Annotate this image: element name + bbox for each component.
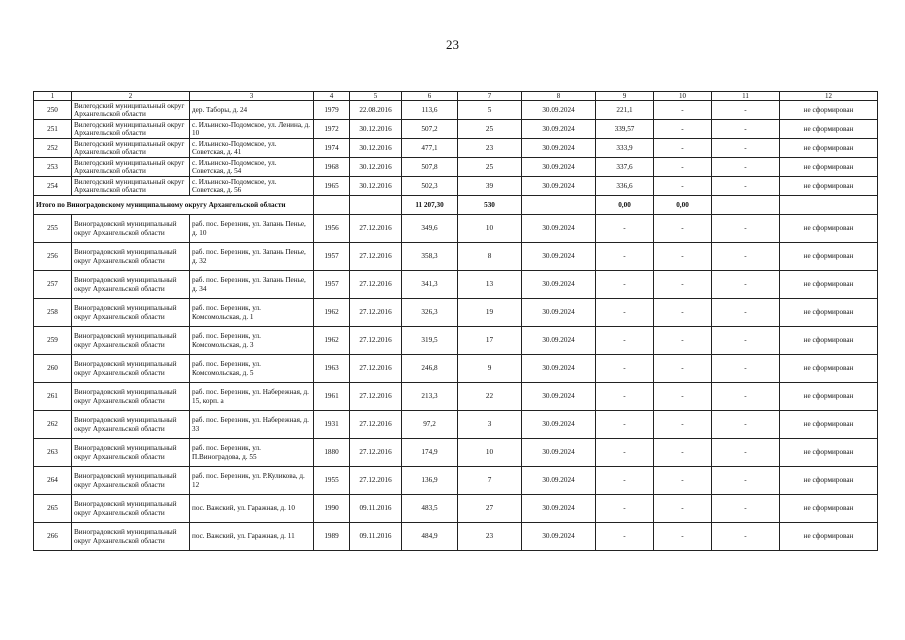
people-cell: 9 [458, 355, 522, 383]
date-cell: 30.12.2016 [350, 120, 402, 139]
address-cell: раб. пос. Березник, ул. Набережная, д. 15, корп. а [190, 383, 314, 411]
col10-cell: - [654, 355, 712, 383]
area-cell: 213,3 [402, 383, 458, 411]
municipality-cell: Виноградовский муниципальный округ Архангельской области [72, 495, 190, 523]
area-cell: 349,6 [402, 215, 458, 243]
col10-cell: - [654, 327, 712, 355]
col9-cell: - [596, 355, 654, 383]
year-cell: 1968 [314, 158, 350, 177]
people-cell: 8 [458, 243, 522, 271]
col9-cell: - [596, 383, 654, 411]
area-cell: 502,3 [402, 177, 458, 196]
col11-cell: - [712, 299, 780, 327]
area-cell: 341,3 [402, 271, 458, 299]
col10-cell: - [654, 243, 712, 271]
date-cell: 27.12.2016 [350, 243, 402, 271]
address-cell: раб. пос. Березник, ул. Запань Пенье, д. 10 [190, 215, 314, 243]
col9-cell: - [596, 327, 654, 355]
empty-cell [314, 196, 350, 215]
deadline-cell: 30.09.2024 [522, 271, 596, 299]
address-cell: дер. Таборы, д. 24 [190, 101, 314, 120]
row-number: 265 [34, 495, 72, 523]
row-number: 266 [34, 523, 72, 551]
col11-cell: - [712, 327, 780, 355]
date-cell: 27.12.2016 [350, 355, 402, 383]
header-cell: 4 [314, 92, 350, 101]
people-cell: 27 [458, 495, 522, 523]
people-cell: 23 [458, 139, 522, 158]
row-number: 262 [34, 411, 72, 439]
area-cell: 507,2 [402, 120, 458, 139]
header-cell: 7 [458, 92, 522, 101]
col11-cell: - [712, 411, 780, 439]
people-cell: 10 [458, 215, 522, 243]
date-cell: 27.12.2016 [350, 411, 402, 439]
deadline-cell: 30.09.2024 [522, 299, 596, 327]
area-cell: 246,8 [402, 355, 458, 383]
municipality-cell: Виноградовский муниципальный округ Архангельской области [72, 271, 190, 299]
col11-cell: - [712, 101, 780, 120]
municipality-cell: Виноградовский муниципальный округ Архангельской области [72, 383, 190, 411]
empty-cell [350, 196, 402, 215]
col10-cell: - [654, 411, 712, 439]
status-cell: не сформирован [780, 215, 878, 243]
col9-cell: - [596, 495, 654, 523]
municipality-cell: Виноградовский муниципальный округ Архангельской области [72, 327, 190, 355]
table-row [34, 411, 878, 439]
col10-cell: - [654, 158, 712, 177]
table-row [34, 355, 878, 383]
col10-cell: - [654, 215, 712, 243]
row-number: 254 [34, 177, 72, 196]
status-cell: не сформирован [780, 271, 878, 299]
table-row [34, 101, 878, 120]
people-cell: 25 [458, 120, 522, 139]
row-number: 251 [34, 120, 72, 139]
municipality-cell: Вилегодский муниципальный округ Архангельской области [72, 120, 190, 139]
area-cell: 484,9 [402, 523, 458, 551]
total-label: Итого по Виноградовскому муниципальному округу Архангельской области [34, 196, 314, 215]
date-cell: 09.11.2016 [350, 523, 402, 551]
year-cell: 1931 [314, 411, 350, 439]
date-cell: 27.12.2016 [350, 383, 402, 411]
table-row [34, 271, 878, 299]
col9-cell: - [596, 271, 654, 299]
empty-cell [780, 196, 878, 215]
table-row [34, 120, 878, 139]
col10-cell: - [654, 495, 712, 523]
status-cell: не сформирован [780, 383, 878, 411]
empty-cell [522, 196, 596, 215]
total-col10: 0,00 [654, 196, 712, 215]
deadline-cell: 30.09.2024 [522, 467, 596, 495]
address-cell: с. Ильинско-Подомское, ул. Советская, д. 56 [190, 177, 314, 196]
header-cell: 1 [34, 92, 72, 101]
col11-cell: - [712, 120, 780, 139]
people-cell: 3 [458, 411, 522, 439]
empty-cell [712, 196, 780, 215]
row-number: 253 [34, 158, 72, 177]
address-cell: раб. пос. Березник, ул. Р.Куликова, д. 12 [190, 467, 314, 495]
col10-cell: - [654, 101, 712, 120]
header-cell: 3 [190, 92, 314, 101]
year-cell: 1955 [314, 467, 350, 495]
area-cell: 174,9 [402, 439, 458, 467]
col10-cell: - [654, 383, 712, 411]
area-cell: 136,9 [402, 467, 458, 495]
municipality-cell: Виноградовский муниципальный округ Архангельской области [72, 467, 190, 495]
col9-cell: 337,6 [596, 158, 654, 177]
status-cell: не сформирован [780, 523, 878, 551]
status-cell: не сформирован [780, 327, 878, 355]
col11-cell: - [712, 467, 780, 495]
row-number: 258 [34, 299, 72, 327]
area-cell: 358,3 [402, 243, 458, 271]
col9-cell: - [596, 439, 654, 467]
col9-cell: - [596, 467, 654, 495]
people-cell: 25 [458, 158, 522, 177]
col9-cell: 221,1 [596, 101, 654, 120]
col10-cell: - [654, 139, 712, 158]
area-cell: 326,3 [402, 299, 458, 327]
people-cell: 23 [458, 523, 522, 551]
col11-cell: - [712, 439, 780, 467]
table-row [34, 327, 878, 355]
col10-cell: - [654, 523, 712, 551]
year-cell: 1972 [314, 120, 350, 139]
date-cell: 30.12.2016 [350, 177, 402, 196]
header-cell: 6 [402, 92, 458, 101]
col9-cell: 336,6 [596, 177, 654, 196]
status-cell: не сформирован [780, 243, 878, 271]
page-number: 23 [446, 37, 459, 52]
address-cell: раб. пос. Березник, ул. Запань Пенье, д. 34 [190, 271, 314, 299]
table-row [34, 523, 878, 551]
address-cell: пос. Важский, ул. Гаражная, д. 11 [190, 523, 314, 551]
address-cell: с. Ильинско-Подомское, ул. Советская, д. 54 [190, 158, 314, 177]
row-number: 264 [34, 467, 72, 495]
header-cell: 5 [350, 92, 402, 101]
row-number: 263 [34, 439, 72, 467]
col9-cell: - [596, 411, 654, 439]
municipality-cell: Вилегодский муниципальный округ Архангельской области [72, 177, 190, 196]
deadline-cell: 30.09.2024 [522, 120, 596, 139]
area-cell: 97,2 [402, 411, 458, 439]
deadline-cell: 30.09.2024 [522, 101, 596, 120]
deadline-cell: 30.09.2024 [522, 355, 596, 383]
people-cell: 13 [458, 271, 522, 299]
year-cell: 1962 [314, 327, 350, 355]
date-cell: 27.12.2016 [350, 299, 402, 327]
col11-cell: - [712, 243, 780, 271]
header-cell: 10 [654, 92, 712, 101]
municipality-cell: Виноградовский муниципальный округ Архангельской области [72, 243, 190, 271]
date-cell: 27.12.2016 [350, 271, 402, 299]
address-cell: раб. пос. Березник, ул. Комсомольская, д. 1 [190, 299, 314, 327]
col10-cell: - [654, 120, 712, 139]
table-row [34, 299, 878, 327]
area-cell: 319,5 [402, 327, 458, 355]
col11-cell: - [712, 383, 780, 411]
status-cell: не сформирован [780, 411, 878, 439]
status-cell: не сформирован [780, 495, 878, 523]
col11-cell: - [712, 158, 780, 177]
area-cell: 507,8 [402, 158, 458, 177]
people-cell: 17 [458, 327, 522, 355]
year-cell: 1956 [314, 215, 350, 243]
col10-cell: - [654, 177, 712, 196]
year-cell: 1990 [314, 495, 350, 523]
people-cell: 22 [458, 383, 522, 411]
municipality-cell: Виноградовский муниципальный округ Архангельской области [72, 299, 190, 327]
total-row [34, 196, 878, 215]
col9-cell: - [596, 243, 654, 271]
col10-cell: - [654, 271, 712, 299]
status-cell: не сформирован [780, 101, 878, 120]
table-row [34, 243, 878, 271]
deadline-cell: 30.09.2024 [522, 495, 596, 523]
people-cell: 7 [458, 467, 522, 495]
area-cell: 113,6 [402, 101, 458, 120]
year-cell: 1989 [314, 523, 350, 551]
deadline-cell: 30.09.2024 [522, 243, 596, 271]
year-cell: 1880 [314, 439, 350, 467]
col10-cell: - [654, 299, 712, 327]
date-cell: 30.12.2016 [350, 158, 402, 177]
col9-cell: 333,9 [596, 139, 654, 158]
header-cell: 11 [712, 92, 780, 101]
total-people: 530 [458, 196, 522, 215]
municipality-cell: Виноградовский муниципальный округ Архангельской области [72, 215, 190, 243]
date-cell: 22.08.2016 [350, 101, 402, 120]
table-row [34, 177, 878, 196]
col11-cell: - [712, 139, 780, 158]
address-cell: пос. Важский, ул. Гаражная, д. 10 [190, 495, 314, 523]
status-cell: не сформирован [780, 355, 878, 383]
header-cell: 9 [596, 92, 654, 101]
deadline-cell: 30.09.2024 [522, 158, 596, 177]
status-cell: не сформирован [780, 439, 878, 467]
year-cell: 1957 [314, 271, 350, 299]
table-row [34, 495, 878, 523]
deadline-cell: 30.09.2024 [522, 327, 596, 355]
date-cell: 27.12.2016 [350, 327, 402, 355]
table-row [34, 383, 878, 411]
date-cell: 30.12.2016 [350, 139, 402, 158]
status-cell: не сформирован [780, 158, 878, 177]
col10-cell: - [654, 439, 712, 467]
row-number: 256 [34, 243, 72, 271]
municipality-cell: Вилегодский муниципальный округ Архангельской области [72, 101, 190, 120]
table-row [34, 439, 878, 467]
municipality-cell: Вилегодский муниципальный округ Архангельской области [72, 139, 190, 158]
row-number: 255 [34, 215, 72, 243]
year-cell: 1965 [314, 177, 350, 196]
col11-cell: - [712, 215, 780, 243]
col9-cell: - [596, 215, 654, 243]
address-cell: с. Ильинско-Подомское, ул. Советская, д. 41 [190, 139, 314, 158]
address-cell: раб. пос. Березник, ул. Комсомольская, д. 3 [190, 327, 314, 355]
col11-cell: - [712, 177, 780, 196]
area-cell: 477,1 [402, 139, 458, 158]
register-table [33, 91, 878, 551]
year-cell: 1962 [314, 299, 350, 327]
row-number: 250 [34, 101, 72, 120]
municipality-cell: Виноградовский муниципальный округ Архангельской области [72, 411, 190, 439]
col11-cell: - [712, 523, 780, 551]
deadline-cell: 30.09.2024 [522, 215, 596, 243]
row-number: 259 [34, 327, 72, 355]
status-cell: не сформирован [780, 467, 878, 495]
date-cell: 27.12.2016 [350, 439, 402, 467]
header-cell: 8 [522, 92, 596, 101]
col10-cell: - [654, 467, 712, 495]
status-cell: не сформирован [780, 299, 878, 327]
col11-cell: - [712, 495, 780, 523]
header-cell: 12 [780, 92, 878, 101]
status-cell: не сформирован [780, 177, 878, 196]
total-col9: 0,00 [596, 196, 654, 215]
address-cell: раб. пос. Березник, ул. Запань Пенье, д. 32 [190, 243, 314, 271]
deadline-cell: 30.09.2024 [522, 177, 596, 196]
year-cell: 1963 [314, 355, 350, 383]
people-cell: 10 [458, 439, 522, 467]
deadline-cell: 30.09.2024 [522, 411, 596, 439]
table-row [34, 215, 878, 243]
col9-cell: - [596, 299, 654, 327]
deadline-cell: 30.09.2024 [522, 383, 596, 411]
row-number: 252 [34, 139, 72, 158]
address-cell: раб. пос. Березник, ул. Набережная, д. 33 [190, 411, 314, 439]
municipality-cell: Виноградовский муниципальный округ Архангельской области [72, 439, 190, 467]
municipality-cell: Виноградовский муниципальный округ Архангельской области [72, 523, 190, 551]
municipality-cell: Вилегодский муниципальный округ Архангельской области [72, 158, 190, 177]
row-number: 257 [34, 271, 72, 299]
people-cell: 19 [458, 299, 522, 327]
table-row [34, 158, 878, 177]
year-cell: 1957 [314, 243, 350, 271]
table-row [34, 139, 878, 158]
date-cell: 27.12.2016 [350, 215, 402, 243]
total-area: 11 207,30 [402, 196, 458, 215]
header-cell: 2 [72, 92, 190, 101]
year-cell: 1979 [314, 101, 350, 120]
col9-cell: 339,57 [596, 120, 654, 139]
col9-cell: - [596, 523, 654, 551]
status-cell: не сформирован [780, 120, 878, 139]
address-cell: с. Ильинско-Подомское, ул. Ленина, д. 10 [190, 120, 314, 139]
deadline-cell: 30.09.2024 [522, 139, 596, 158]
col11-cell: - [712, 355, 780, 383]
date-cell: 09.11.2016 [350, 495, 402, 523]
status-cell: не сформирован [780, 139, 878, 158]
year-cell: 1974 [314, 139, 350, 158]
area-cell: 483,5 [402, 495, 458, 523]
row-number: 260 [34, 355, 72, 383]
address-cell: раб. пос. Березник, ул. П.Виноградова, д. 55 [190, 439, 314, 467]
row-number: 261 [34, 383, 72, 411]
header-row [34, 92, 878, 101]
col11-cell: - [712, 271, 780, 299]
people-cell: 39 [458, 177, 522, 196]
date-cell: 27.12.2016 [350, 467, 402, 495]
table-row [34, 467, 878, 495]
deadline-cell: 30.09.2024 [522, 523, 596, 551]
deadline-cell: 30.09.2024 [522, 439, 596, 467]
people-cell: 5 [458, 101, 522, 120]
address-cell: раб. пос. Березник, ул. Комсомольская, д. 5 [190, 355, 314, 383]
municipality-cell: Виноградовский муниципальный округ Архангельской области [72, 355, 190, 383]
year-cell: 1961 [314, 383, 350, 411]
